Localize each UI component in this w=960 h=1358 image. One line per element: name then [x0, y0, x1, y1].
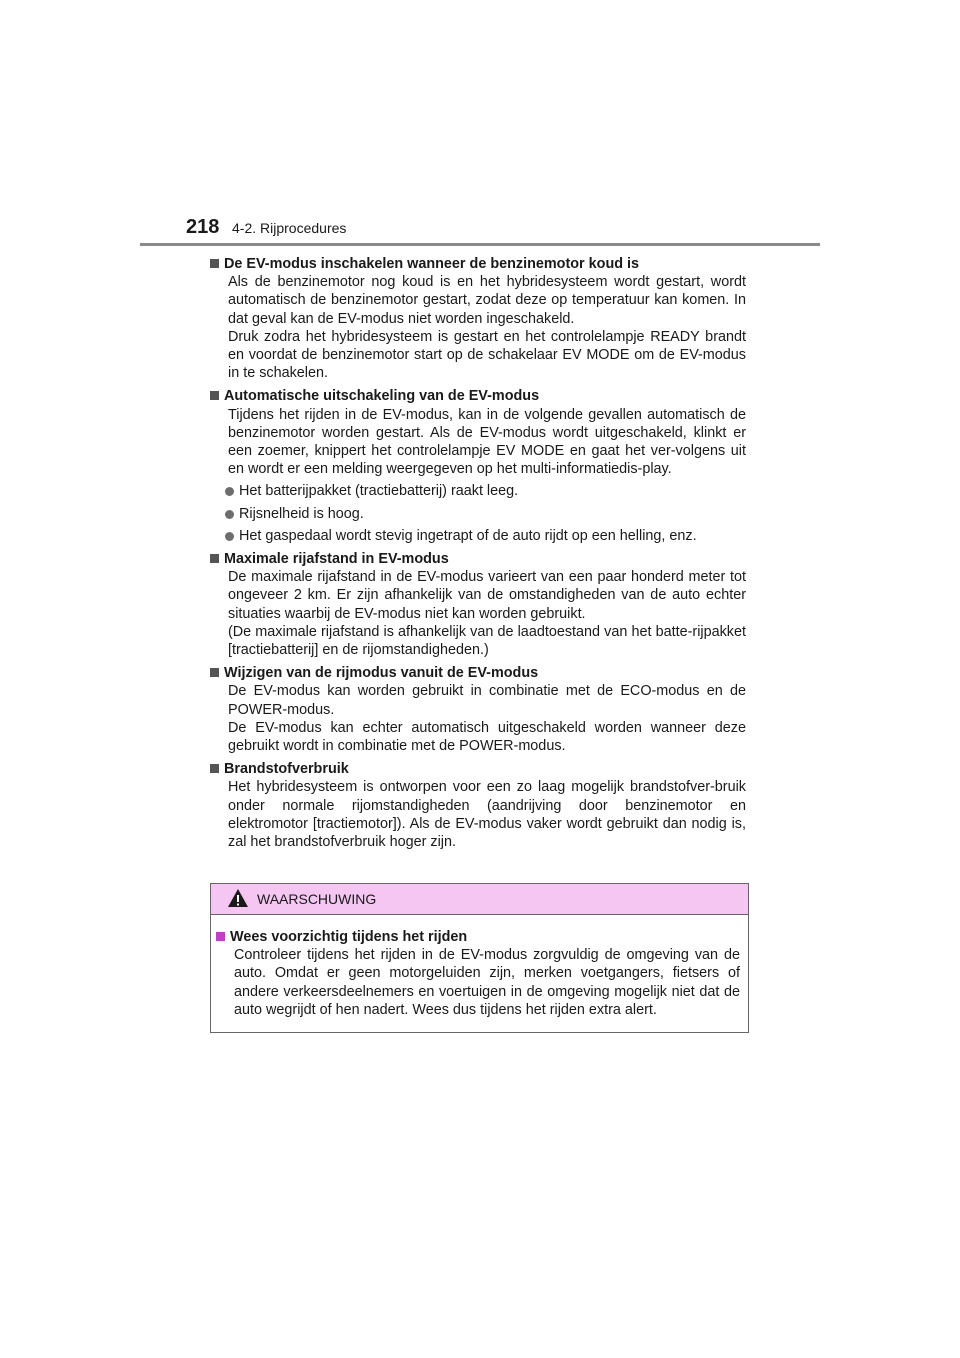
paragraph: De EV-modus kan worden gebruikt in combinatie met de ECO-modus en de POWER-modus.	[228, 683, 746, 718]
section-heading: Brandstofverbruik	[210, 760, 746, 778]
header-divider	[140, 243, 820, 246]
chapter-title: 4-2. Rijprocedures	[232, 220, 347, 236]
round-bullet-icon	[225, 487, 234, 496]
warning-header	[211, 884, 748, 915]
warning-text: Controleer tijdens het rijden in de EV-modus zorgvuldig de omgeving van de auto. Omdat er geen motorgeluiden zijn, merken voetgangers, fietsers of andere verkeersdeelnemers en voertuigen in de omgeving mogelijk niet dat de auto wegrijdt of hen nadert. Wees dus tijdens het rijden extra alert.	[234, 947, 740, 1018]
section-max-range	[210, 550, 746, 659]
main-content	[210, 255, 746, 856]
section-heading: Wijzigen van de rijmodus vanuit de EV-modus	[210, 664, 746, 682]
section-heading: De EV-modus inschakelen wanneer de benzinemotor koud is	[210, 255, 746, 273]
square-bullet-icon	[210, 391, 219, 400]
warning-triangle-icon	[227, 888, 249, 908]
page-header	[186, 216, 820, 244]
paragraph: Het hybridesysteem is ontworpen voor een zo laag mogelijk brandstofver-bruik onder normale rijomstandigheden (aandrijving door benzinemotor en elektromotor [tractiemotor]). Als de EV-modus vaker wordt gebruikt dan nodig is, zal het brandstofverbruik hoger zijn.	[228, 779, 746, 851]
paragraph: De EV-modus kan echter automatisch uitgeschakeld worden wanneer deze gebruikt wordt in combinatie met de POWER-modus.	[228, 719, 746, 755]
paragraph: Tijdens het rijden in de EV-modus, kan in de volgende gevallen automatisch de benzinemotor worden gestart. Als de EV-modus wordt uitgeschakeld, klinkt er een zoemer, knippert het controlelampje EV MODE en gaat het ver-volgens uit en wordt er een melding weergegeven op het multi-informatiedis-play.	[228, 406, 746, 478]
round-bullet-icon	[225, 510, 234, 519]
section-auto-deactivation	[210, 387, 746, 545]
list-item: Het batterijpakket (tractiebatterij) raakt leeg.	[210, 482, 746, 500]
section-ev-cold-engine	[210, 255, 746, 382]
list-item: Het gaspedaal wordt stevig ingetrapt of de auto rijdt op een helling, enz.	[210, 527, 746, 545]
round-bullet-icon	[225, 532, 234, 541]
warning-box	[210, 883, 749, 1033]
square-bullet-icon	[210, 764, 219, 773]
square-bullet-icon	[216, 932, 225, 941]
warning-title: WAARSCHUWING	[257, 891, 377, 907]
page-number: 218	[186, 216, 220, 238]
paragraph: (De maximale rijafstand is afhankelijk van de laadtoestand van het batte-rijpakket [tractiebatterij] en de rijomstandigheden.)	[228, 623, 746, 659]
square-bullet-icon	[210, 668, 219, 677]
list-item: Rijsnelheid is hoog.	[210, 505, 746, 523]
paragraph: Druk zodra het hybridesysteem is gestart en het controlelampje READY brandt en voordat de benzinemotor start op de schakelaar EV MODE om de EV-modus in te schakelen.	[228, 328, 746, 382]
warning-body	[216, 928, 740, 1019]
warning-heading: Wees voorzichtig tijdens het rijden	[216, 928, 740, 946]
section-fuel-consumption	[210, 760, 746, 851]
section-heading: Automatische uitschakeling van de EV-modus	[210, 387, 746, 405]
square-bullet-icon	[210, 554, 219, 563]
paragraph: Als de benzinemotor nog koud is en het hybridesysteem wordt gestart, wordt automatisch de benzinemotor gestart, zodat deze op temperatuur kan komen. In dat geval kan de EV-modus niet worden ingeschakeld.	[228, 274, 746, 327]
section-drive-mode-change	[210, 664, 746, 755]
square-bullet-icon	[210, 259, 219, 268]
paragraph: De maximale rijafstand in de EV-modus varieert van een paar honderd meter tot ongeveer 2 km. Er zijn afhankelijk van de omstandigheden van de auto echter situaties waarbij de EV-modus niet kan worden gebruikt.	[228, 569, 746, 622]
section-heading: Maximale rijafstand in EV-modus	[210, 550, 746, 568]
